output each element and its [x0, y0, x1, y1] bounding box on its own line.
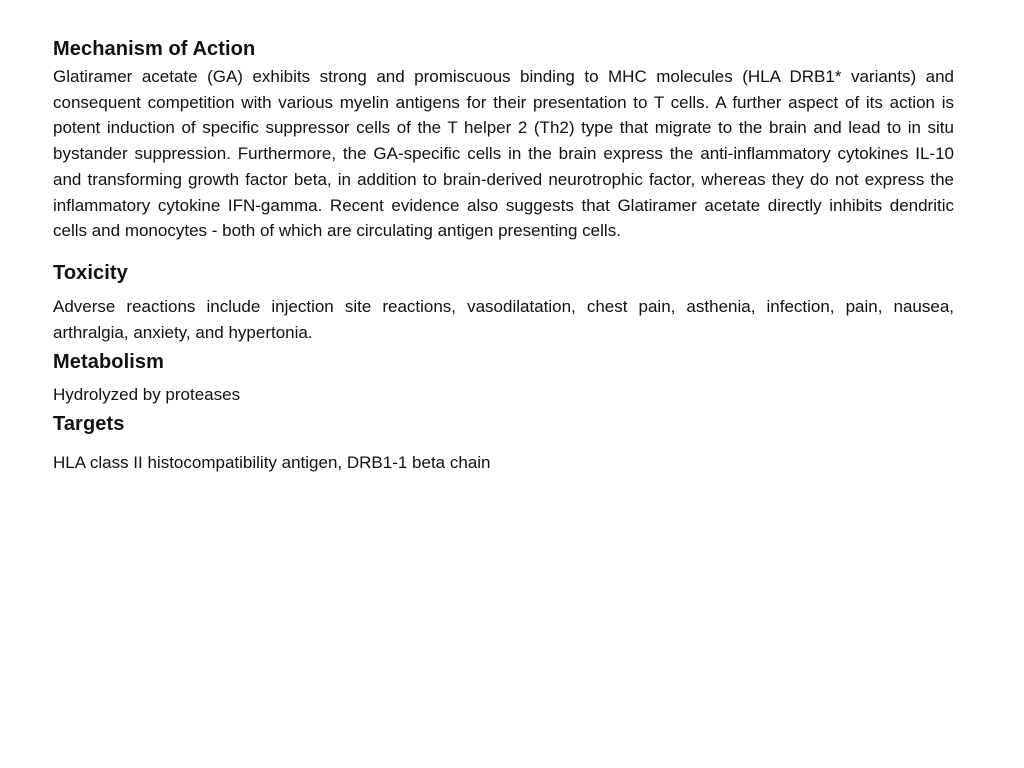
metabolism-heading: Metabolism	[53, 351, 165, 374]
document-page	[53, 36, 954, 475]
toxicity-text: Adverse reactions include injection site reactions, vasodilatation, chest pain, asthenia, infection, pain, nausea, arthralgia, anxiety, and hypertonia.	[53, 296, 954, 342]
targets-text: HLA class II histocompatibility antigen, DRB1-1 beta chain	[53, 453, 491, 473]
toxicity-heading: Toxicity	[53, 261, 128, 284]
mechanism-of-action-heading: Mechanism of Action	[53, 38, 256, 60]
mechanism-of-action-text: Glatiramer acetate (GA) exhibits strong and promiscuous binding to MHC molecules (HLA DRB1* variants) and consequent competition with various myelin antigens for their presentation to T cells. A further aspect of its action is potent induction of specific suppressor cells of the T helper 2 (Th2) type that migrate to the brain and lead to in situ bystander suppression. Furthermore, the GA-specific cells in the brain express the anti-inflammatory cytokines IL-10 and transforming growth factor beta, in addition to brain-derived neurotrophic factor, whereas they do not express the inflammatory cytokine IFN-gamma. Recent evidence also suggests that Glatiramer acetate directly inhibits dendritic cells and monocytes - both of which are circulating antigen presenting cells.	[53, 67, 954, 241]
metabolism-text: Hydrolyzed by proteases	[53, 385, 241, 405]
targets-heading: Targets	[53, 413, 125, 436]
